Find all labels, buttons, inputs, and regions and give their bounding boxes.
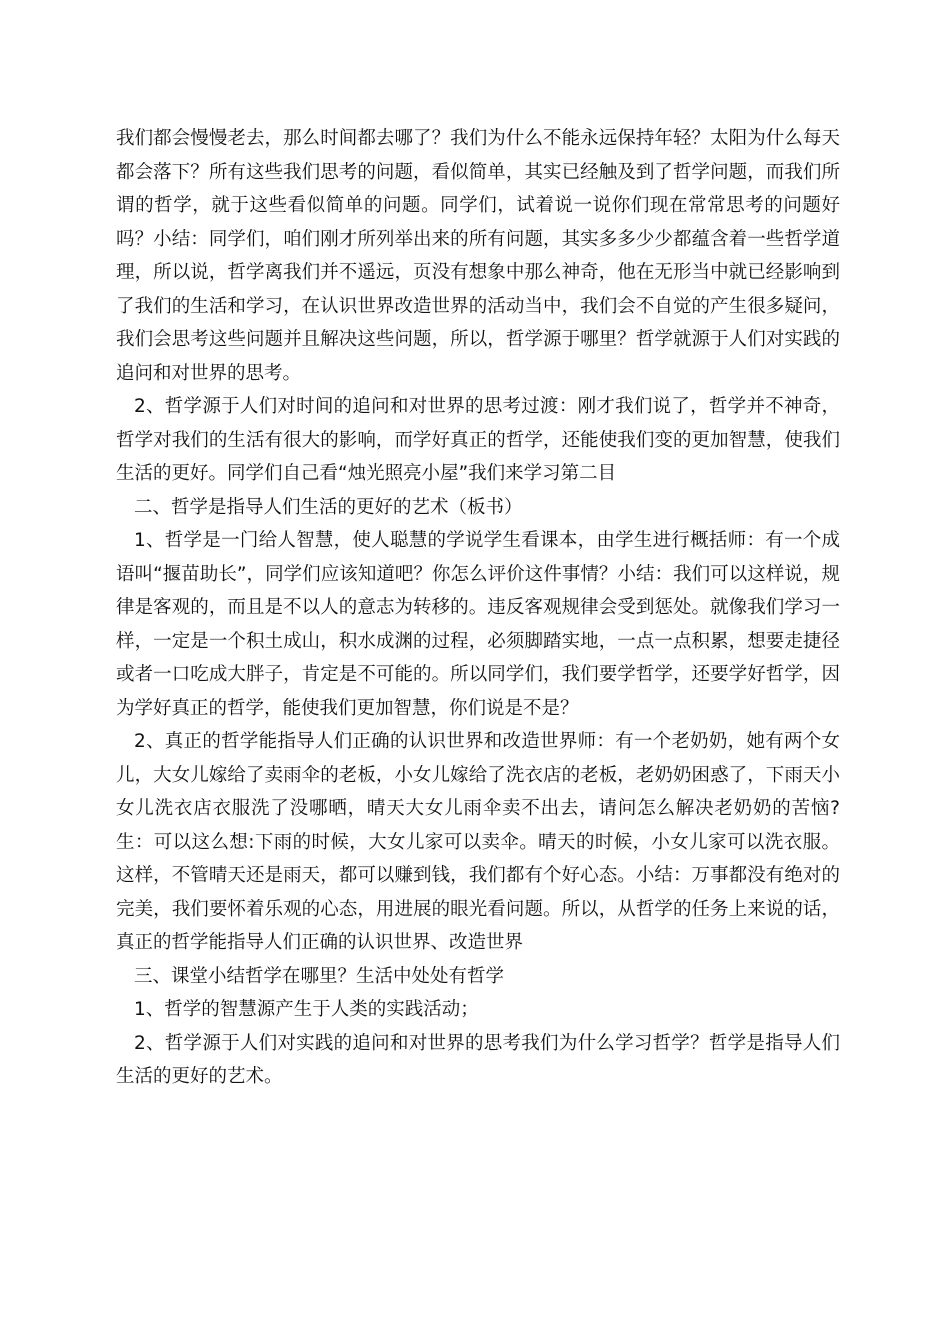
summary-item-2: 2、哲学源于人们对实践的追问和对世界的思考我们为什么学习哲学？哲学是指导人们生活的更好的艺术。 (116, 1032, 840, 1087)
section-heading-3: 三、课堂小结哲学在哪里？生活中处处有哲学 (134, 965, 505, 987)
paragraph-intro: 我们都会慢慢老去，那么时间都去哪了？我们为什么不能永远保持年轻？太阳为什么每天都会落下？所有这些我们思考的问题，看似简单，其实已经触及到了哲学问题，而我们所谓的哲学，就于这些看似简单的问题。同学们，试着说一说你们现在常常思考的问题好吗？小结：同学们，咱们刚才所列举出来的所有问题，其实多多少少都蕴含着一些哲学道理，所以说，哲学离我们并不遥远，页没有想象中那么神奇，他在无形当中就已经影响到了我们的生活和学习，在认识世界改造世界的活动当中，我们会不自觉的产生很多疑问，我们会思考这些问题并且解决这些问题，所以，哲学源于哪里？哲学就源于人们对实践的追问和对世界的思考。 (116, 128, 840, 384)
document-body (116, 122, 840, 1094)
section-heading-2: 二、哲学是指导人们生活的更好的艺术（板书） (134, 496, 523, 518)
paragraph-point-1-wisdom: 1、哲学是一门给人智慧，使人聪慧的学说学生看课本，由学生进行概括师：有一个成语叫“揠苗助长”，同学们应该知道吧？你怎么评价这件事情？小结：我们可以这样说，规律是客观的，而且是不以人的意志为转移的。违反客观规律会受到惩处。就像我们学习一样，一定是一个积土成山，积水成渊的过程，必须脚踏实地，一点一点积累，想要走捷径或者一口吃成大胖子，肯定是不可能的。所以同学们，我们要学哲学，还要学好哲学，因为学好真正的哲学，能使我们更加智慧，你们说是不是？ (116, 530, 840, 719)
paragraph-point-2-guidance: 2、真正的哲学能指导人们正确的认识世界和改造世界师：有一个老奶奶，她有两个女儿，大女儿嫁给了卖雨伞的老板，小女儿嫁给了洗衣店的老板，老奶奶困惑了，下雨天小女儿洗衣店衣服洗了没哪晒，晴天大女儿雨伞卖不出去，请问怎么解决老奶奶的苦恼?生：可以这么想:下雨的时候，大女儿家可以卖伞。晴天的时候，小女儿家可以洗衣服。这样，不管晴天还是雨天，都可以赚到钱，我们都有个好心态。小结：万事都没有绝对的完美，我们要怀着乐观的心态，用进展的眼光看问题。所以，从哲学的任务上来说的话，真正的哲学能指导人们正确的认识世界、改造世界 (116, 731, 840, 953)
paragraph-point-2-origin: 2、哲学源于人们对时间的追问和对世界的思考过渡：刚才我们说了，哲学并不神奇，哲学对我们的生活有很大的影响，而学好真正的哲学，还能使我们变的更加智慧，使我们生活的更好。同学们自己看“烛光照亮小屋”我们来学习第二目 (116, 396, 840, 484)
summary-item-1: 1、哲学的智慧源产生于人类的实践活动； (134, 999, 479, 1020)
